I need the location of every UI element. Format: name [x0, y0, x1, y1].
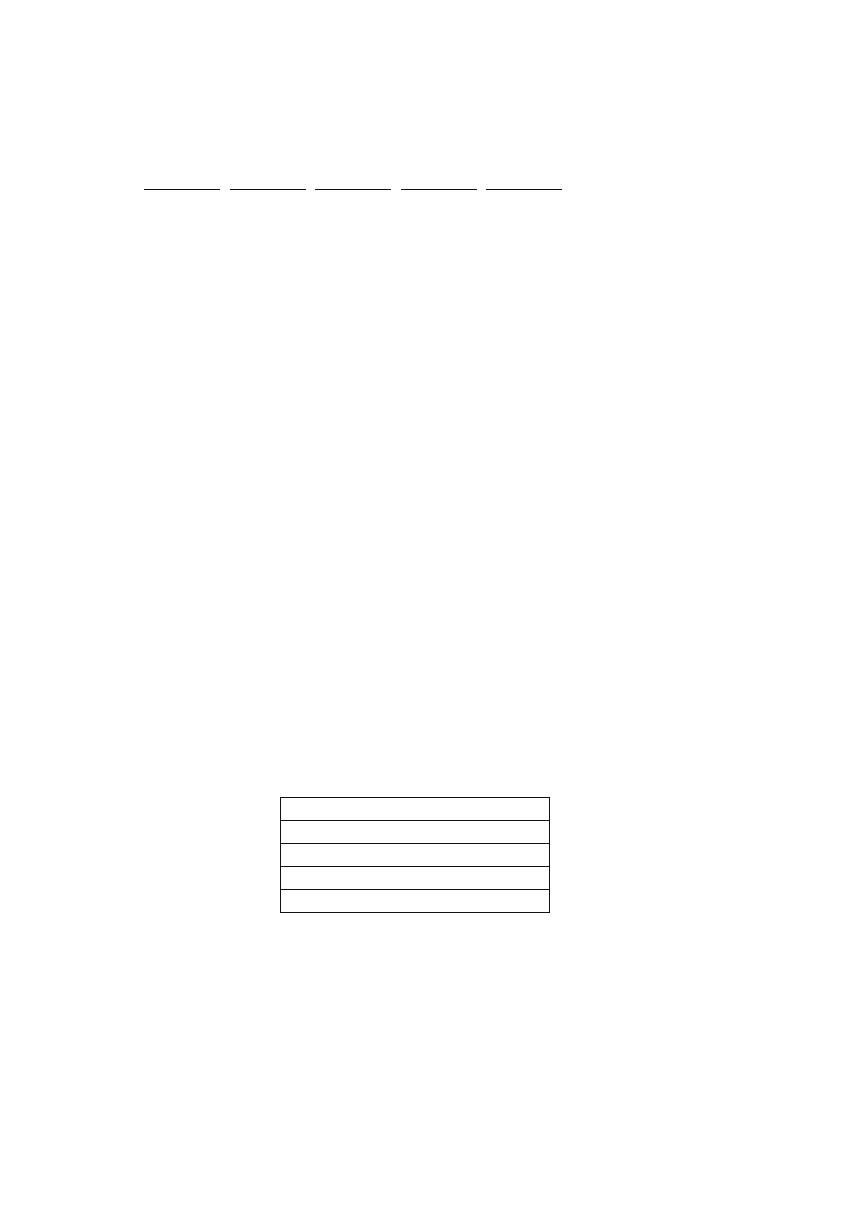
info-field-name	[315, 179, 393, 194]
response-options-table	[280, 797, 550, 913]
mark-blank[interactable]	[486, 177, 562, 190]
info-field-mark	[486, 179, 564, 194]
response-option	[281, 867, 550, 890]
student-info-line	[144, 177, 568, 195]
name-blank[interactable]	[315, 177, 391, 190]
response-option	[281, 798, 550, 821]
class-blank[interactable]	[230, 177, 306, 190]
response-option	[281, 844, 550, 867]
info-field-no	[401, 179, 479, 194]
info-field-class	[230, 179, 308, 194]
response-option	[281, 821, 550, 844]
response-option	[281, 890, 550, 913]
info-field-school	[144, 179, 222, 194]
school-blank[interactable]	[144, 177, 220, 190]
no-blank[interactable]	[401, 177, 477, 190]
